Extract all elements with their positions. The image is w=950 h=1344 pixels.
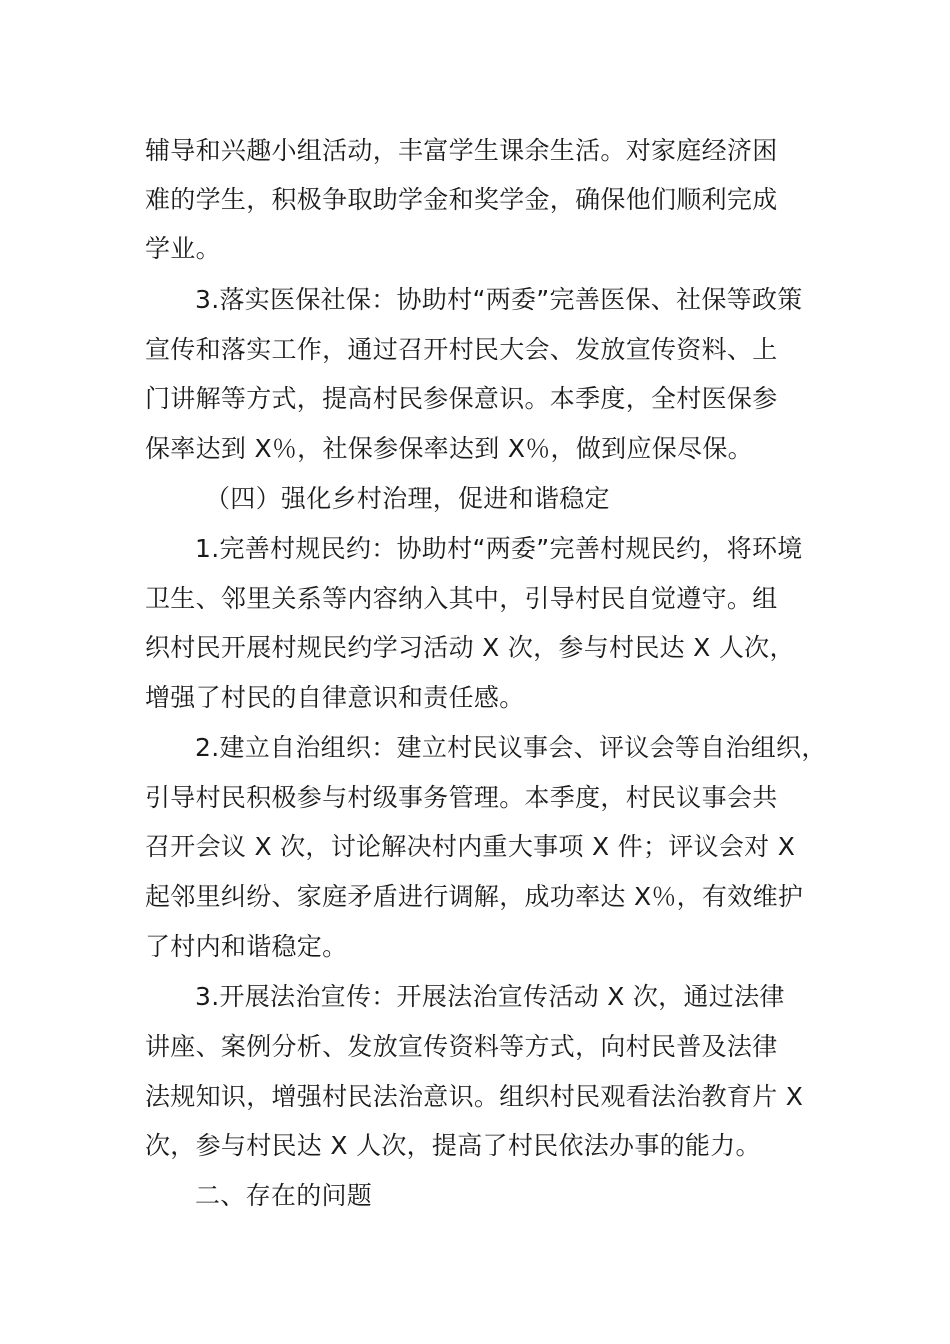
paragraph-line: 讲座、案例分析、发放宣传资料等方式，向村民普及法律 — [145, 1032, 778, 1061]
paragraph-line: 保率达到 X％，社保参保率达到 X％，做到应保尽保。 — [145, 434, 753, 463]
paragraph-line: 3.开展法治宣传：开展法治宣传活动 X 次，通过法律 — [195, 982, 785, 1011]
paragraph-line: 法规知识，增强村民法治意识。组织村民观看法治教育片 X — [145, 1082, 804, 1111]
paragraph-line: 宣传和落实工作，通过召开村民大会、发放宣传资料、上 — [145, 335, 778, 364]
paragraph-line: 织村民开展村规民约学习活动 X 次，参与村民达 X 人次， — [145, 633, 795, 662]
paragraph-line: 难的学生，积极争取助学金和奖学金，确保他们顺利完成 — [145, 185, 778, 214]
paragraph-line: 3.落实医保社保：协助村“两委”完善医保、社保等政策 — [195, 285, 803, 314]
paragraph-line: 学业。 — [145, 234, 221, 263]
paragraph-line: 辅导和兴趣小组活动，丰富学生课余生活。对家庭经济困 — [145, 136, 778, 165]
paragraph-line: 起邻里纠纷、家庭矛盾进行调解，成功率达 X％，有效维护 — [145, 882, 804, 911]
paragraph-line: 引导村民积极参与村级事务管理。本季度，村民议事会共 — [145, 783, 778, 812]
section-heading: 二、存在的问题 — [195, 1181, 373, 1210]
paragraph-line: 增强了村民的自律意识和责任感。 — [145, 683, 525, 712]
paragraph-line: 召开会议 X 次，讨论解决村内重大事项 X 件；评议会对 X — [145, 832, 796, 861]
paragraph-line: 门讲解等方式，提高村民参保意识。本季度，全村医保参 — [145, 384, 778, 413]
paragraph-line: 2.建立自治组织：建立村民议事会、评议会等自治组织， — [195, 733, 827, 762]
paragraph-line: 了村内和谐稳定。 — [145, 932, 348, 961]
paragraph-line: 卫生、邻里关系等内容纳入其中，引导村民自觉遵守。组 — [145, 584, 778, 613]
paragraph-line: 1.完善村规民约：协助村“两委”完善村规民约，将环境 — [195, 534, 803, 563]
paragraph-line: 次，参与村民达 X 人次，提高了村民依法办事的能力。 — [145, 1131, 761, 1160]
section-heading: （四）强化乡村治理，促进和谐稳定 — [205, 484, 610, 513]
